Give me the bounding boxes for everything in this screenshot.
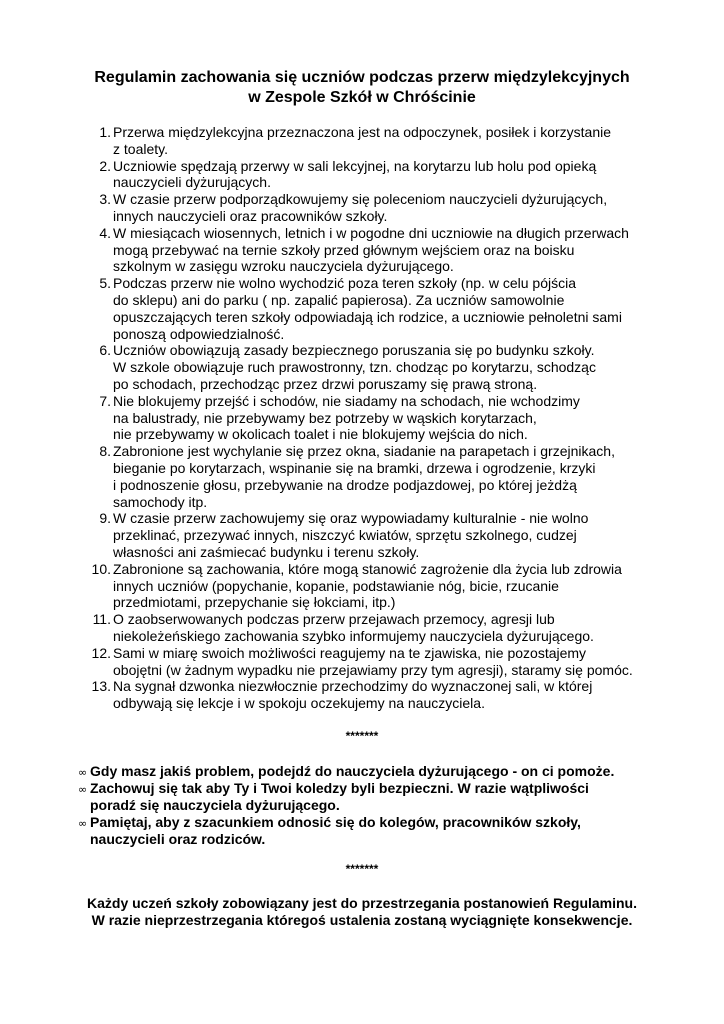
rule-text-line: ponoszą odpowiedzialność. [113, 325, 285, 342]
rule-text-line: opuszczających teren szkoły odpowiadają ich rodzice, a uczniowie pełnoletni sami [113, 308, 622, 325]
rule-item [80, 645, 670, 679]
rule-text-line: przeklinać, przezywać innych, niszczyć kwiatów, sprzętu szkolnego, cudzej [113, 527, 577, 544]
rule-number: 6. [99, 342, 111, 359]
rule-text-line: Na sygnał dzwonka niezwłocznie przechodzimy do wyznaczonej sali, w której [113, 678, 593, 695]
rule-text-line: do sklepu) ani do parku ( np. zapalić papierosa). Za uczniów samowolnie [113, 291, 565, 308]
rule-number: 7. [99, 392, 111, 409]
rule-number: 1. [99, 124, 111, 140]
rule-text-line: własności ani zaśmiecać budynku i terenu szkoły. [113, 543, 420, 560]
footer-line-2: W razie nieprzestrzegania któregoś ustalenia zostaną wyciągnięte konsekwencje. [91, 912, 633, 928]
rule-text-line: samochody itp. [113, 493, 208, 510]
rule-number: 4. [99, 224, 111, 241]
rule-number: 11. [92, 611, 111, 628]
rule-number: 8. [99, 443, 111, 460]
tip-item [78, 814, 678, 848]
title-line-1: Regulamin zachowania się uczniów podczas przerw międzylekcyjnych [94, 69, 630, 86]
rule-item [80, 393, 670, 443]
separator-1: ******* [345, 729, 379, 743]
tips-list [78, 763, 678, 848]
rule-text-line: po schodach, przechodząc przez drzwi poruszamy się prawą stroną. [113, 375, 538, 392]
rule-text-line: z toalety. [113, 140, 168, 157]
rule-text-line: mogą przebywać na ternie szkoły przed głównym wejściem oraz na boisku [113, 241, 575, 258]
rule-text-line: przedmiotami, przepychanie się łokciami, itp.) [113, 594, 396, 611]
rule-text-line: W czasie przerw zachowujemy się oraz wypowiadamy kulturalnie - nie wolno [113, 510, 589, 527]
tip-text-line: Pamiętaj, aby z szacunkiem odnosić się do kolegów, pracowników szkoły, [90, 814, 581, 830]
rule-item [80, 678, 670, 712]
rule-item [80, 443, 670, 510]
rule-text-line: O zaobserwowanych podczas przerw przejawach przemocy, agresji lub [113, 611, 555, 628]
rule-text-line: Uczniów obowiązują zasady bezpiecznego poruszania się po budynku szkoły. [113, 342, 595, 359]
tip-item [78, 780, 678, 814]
rule-text-line: W miesiącach wiosennych, letnich i w pogodne dni uczniowie na długich przerwach [113, 224, 629, 241]
rule-text-line: innych uczniów (popychanie, kopanie, podstawianie nóg, bicie, rzucanie [113, 577, 559, 594]
tip-text-line: Zachowuj się tak aby Ty i Twoi koledzy byli bezpieczni. W razie wątpliwości [90, 780, 589, 796]
rule-item [80, 158, 670, 192]
infinity-bullet-icon: ∞ [78, 783, 88, 796]
rule-number: 13. [91, 678, 111, 695]
rule-item [80, 510, 670, 560]
rule-text-line: Zabronione jest wychylanie się przez okna, siadanie na parapetach i grzejnikach, [113, 443, 615, 460]
tip-item [78, 763, 678, 780]
rule-item [80, 611, 670, 645]
rule-text-line: bieganie po korytarzach, wspinanie się na bramki, drzewa i ogrodzenie, krzyki [113, 459, 596, 476]
rules-list [80, 124, 670, 712]
rule-text-line: niekoleżeńskiego zachowania szybko informujemy nauczyciela dyżurującego. [113, 627, 594, 644]
rule-text-line: W szkole obowiązuje ruch prawostronny, tzn. chodząc po korytarzu, schodząc [113, 359, 596, 376]
rule-text-line: Uczniowie spędzają przerwy w sali lekcyjnej, na korytarzu lub holu pod opieką [113, 157, 597, 174]
rule-number: 5. [99, 275, 111, 292]
rule-number: 12. [91, 644, 111, 661]
footer-line-1: Każdy uczeń szkoły zobowiązany jest do przestrzegania postanowień Regulaminu. [87, 895, 637, 911]
infinity-bullet-icon: ∞ [78, 766, 88, 779]
rule-item [80, 561, 670, 611]
footer-note [40, 895, 684, 929]
rule-text-line: i podnoszenie głosu, przebywanie na drodze podjazdowej, po której jeżdżą [113, 476, 577, 493]
rule-text-line: Sami w miarę swoich możliwości reagujemy na te zjawiska, nie pozostajemy [113, 644, 587, 661]
rule-number: 3. [99, 191, 111, 208]
separator-2: ******* [345, 862, 379, 876]
rule-item [80, 124, 670, 158]
rule-text-line: Podczas przerw nie wolno wychodzić poza teren szkoły (np. w celu pójścia [113, 275, 576, 292]
rule-text-line: szkolnym w zasięgu wzroku nauczyciela dyżurującego. [113, 258, 454, 275]
tip-text-line: Gdy masz jakiś problem, podejdź do nauczyciela dyżurującego - on ci pomoże. [90, 763, 615, 779]
rule-text-line: na balustrady, nie przebywamy bez potrzeby w wąskich korytarzach, [113, 409, 537, 426]
rule-item [80, 225, 670, 275]
rule-number: 2. [99, 157, 111, 174]
rule-item [80, 191, 670, 225]
rule-text-line: nauczycieli dyżurujących. [113, 174, 271, 191]
tip-text-line: nauczycieli oraz rodziców. [90, 831, 266, 847]
rule-text-line: Zabronione są zachowania, które mogą stanowić zagrożenie dla życia lub zdrowia [113, 560, 622, 577]
infinity-bullet-icon: ∞ [78, 817, 88, 830]
rule-item [80, 342, 670, 392]
rule-text-line: Przerwa międzylekcyjna przeznaczona jest na odpoczynek, posiłek i korzystanie [113, 124, 612, 140]
rule-text-line: Nie blokujemy przejść i schodów, nie siadamy na schodach, nie wchodzimy [113, 392, 580, 409]
rule-number: 9. [99, 510, 111, 527]
rule-number: 10. [91, 560, 111, 577]
rule-text-line: W czasie przerw podporządkowujemy się poleceniom nauczycieli dyżurujących, [113, 191, 608, 208]
rule-item [80, 275, 670, 342]
title-line-2: w Zespole Szkół w Chróścinie [248, 89, 476, 106]
rule-text-line: obojętni (w żadnym wypadku nie przejawiamy przy tym agresji), staramy się pomóc. [113, 661, 633, 678]
rule-text-line: nie przebywamy w okolicach toalet i nie blokujemy wejścia do nich. [113, 426, 528, 443]
rule-text-line: odbywają się lekcje i w spokoju oczekujemy na nauczyciela. [113, 695, 485, 712]
tip-text-line: poradź się nauczyciela dyżurującego. [90, 797, 340, 813]
page-title [60, 68, 664, 108]
rule-text-line: innych nauczycieli oraz pracowników szkoły. [113, 207, 388, 224]
